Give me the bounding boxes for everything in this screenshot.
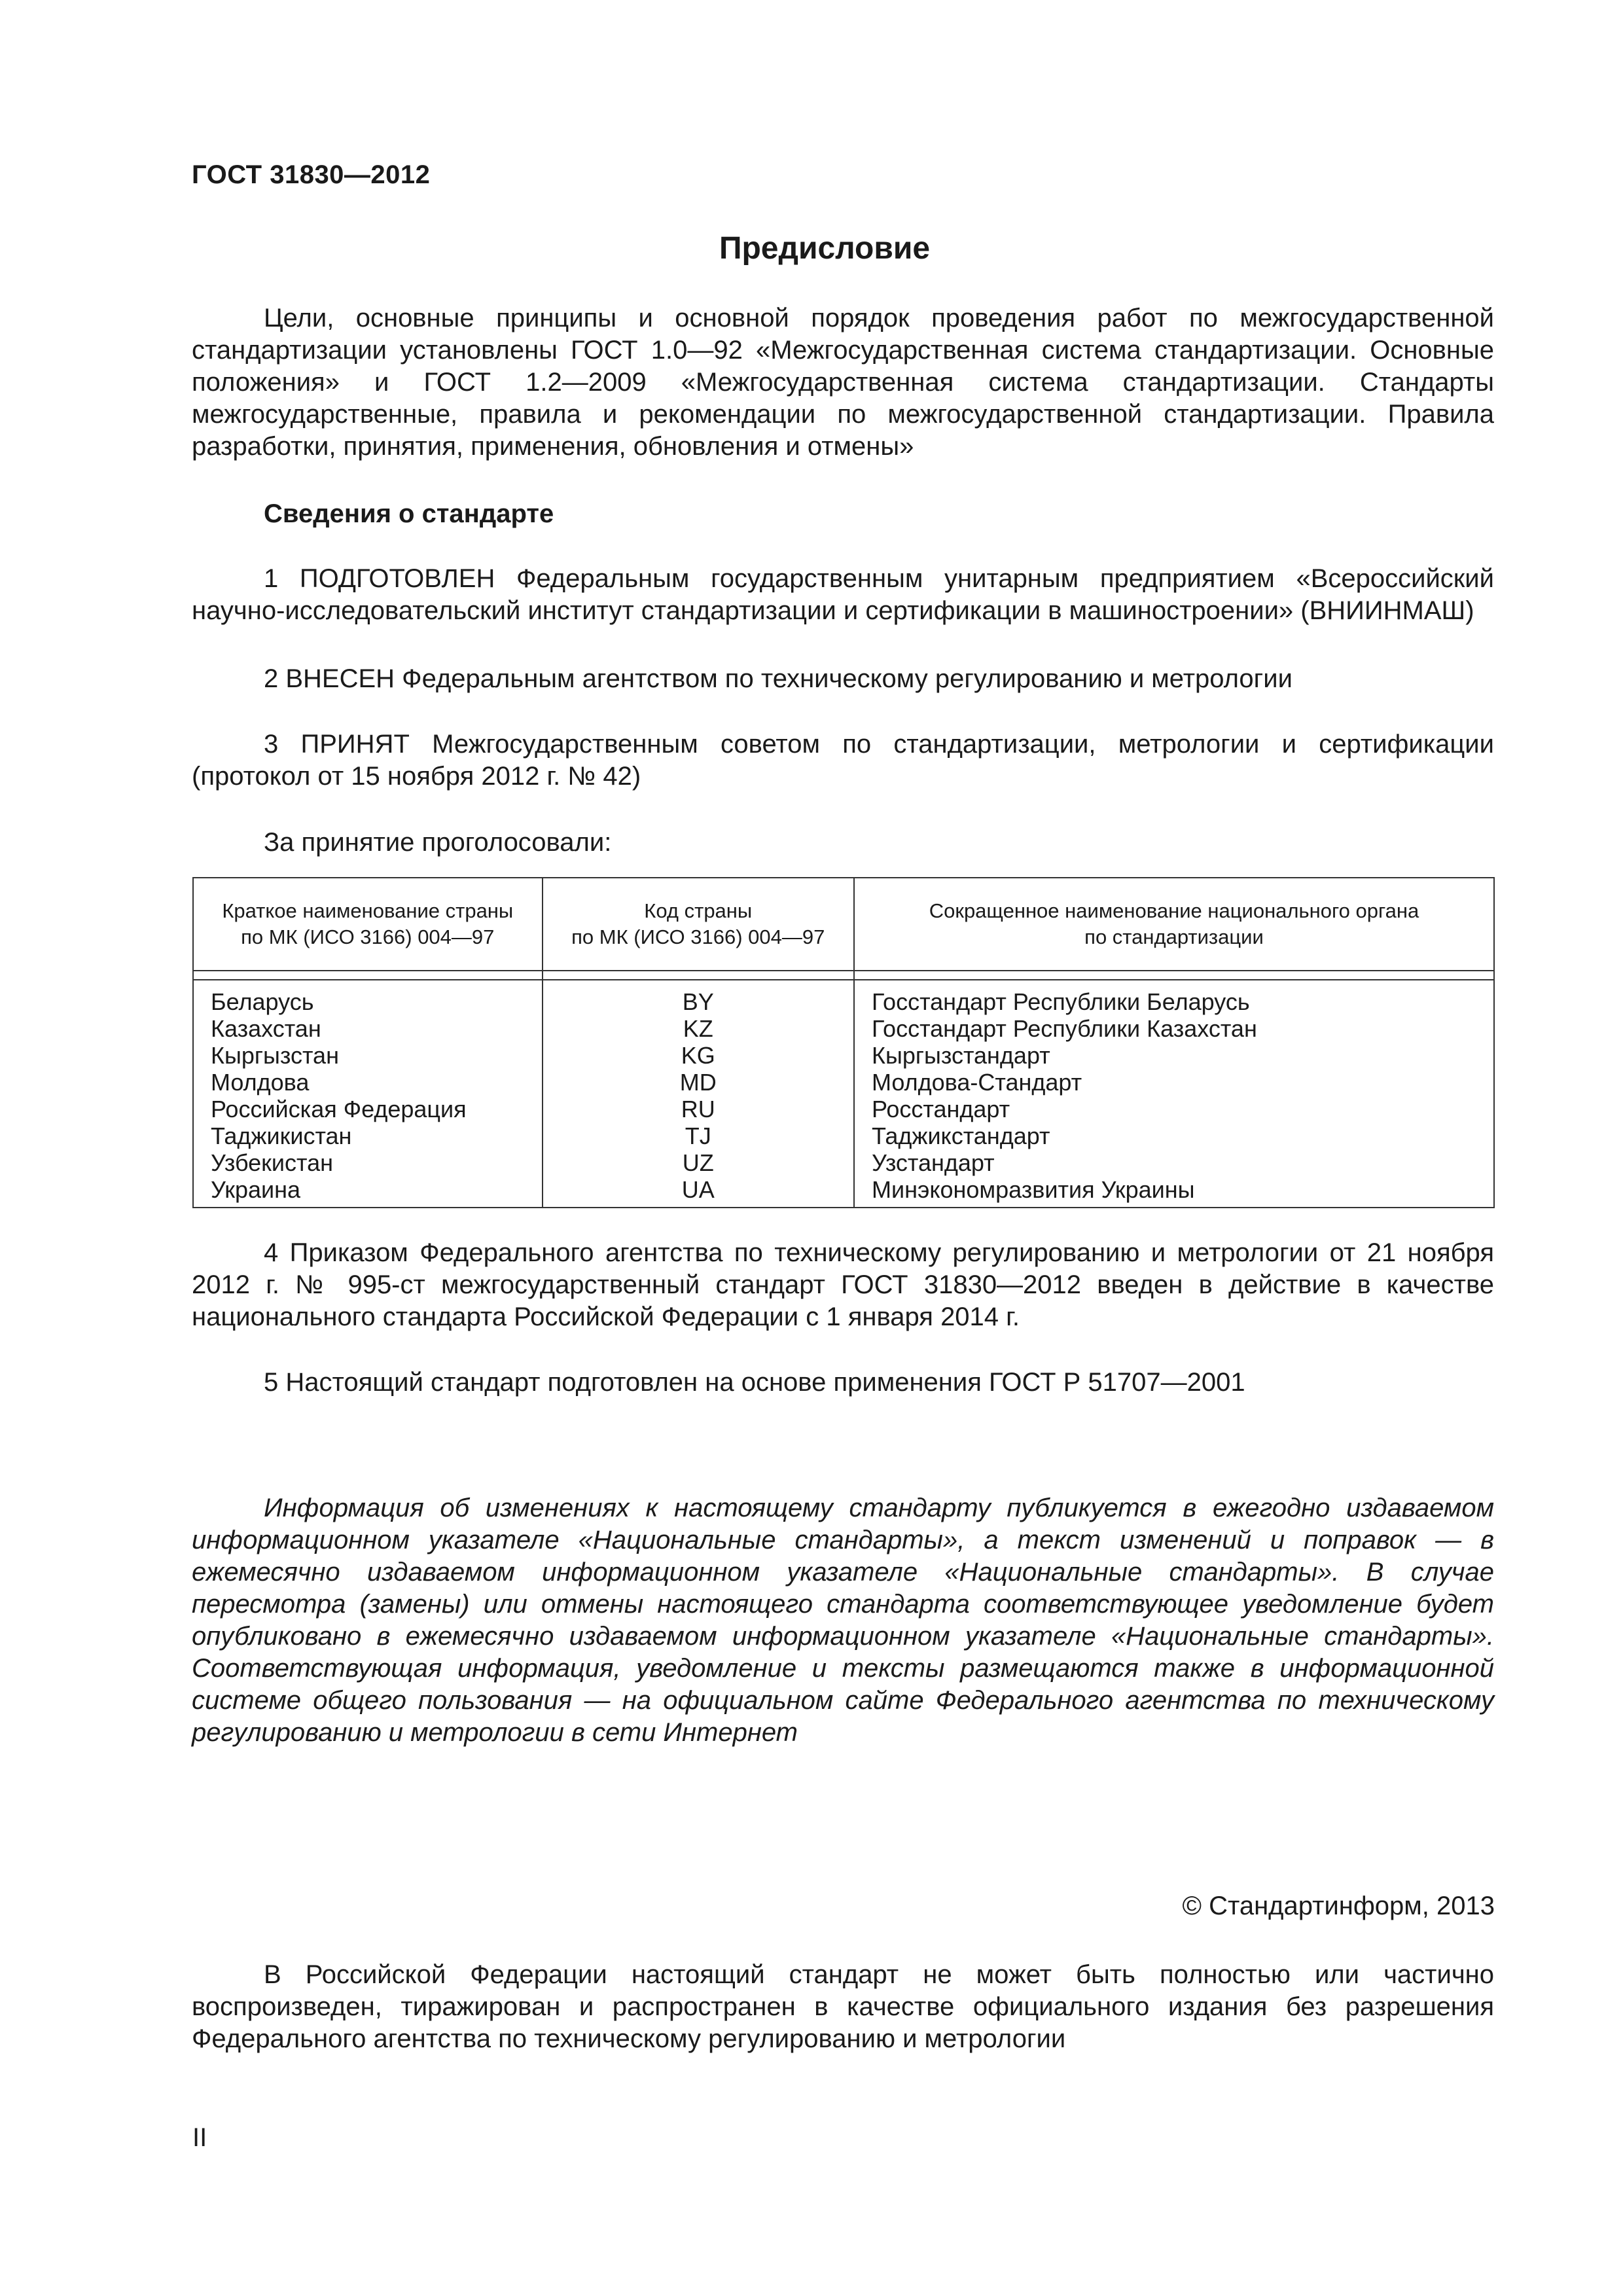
country-name: Украина	[211, 1176, 301, 1203]
country-name: Узбекистан	[211, 1149, 334, 1176]
standards-body: Росстандарт	[871, 1096, 1010, 1122]
country-code: BY	[682, 988, 714, 1015]
standards-body: Таджикстандарт	[871, 1122, 1050, 1149]
country-code: TJ	[685, 1122, 711, 1149]
standards-body: Молдова-Стандарт	[871, 1069, 1082, 1096]
country-code: UA	[681, 1176, 715, 1203]
item-2	[192, 663, 1494, 695]
item-2-text: 2 ВНЕСЕН Федеральным агентством по техническому регулированию и метрологии	[264, 664, 1293, 693]
item-5-text: 5 Настоящий стандарт подготовлен на основе применения ГОСТ Р 51707—2001	[264, 1368, 1245, 1397]
copyright: © Стандартинформ, 2013	[1182, 1892, 1495, 1920]
page-title: Предисловие	[719, 231, 931, 266]
country-name: Кыргызстан	[211, 1042, 339, 1069]
country-name: Молдова	[211, 1069, 310, 1096]
country-name: Казахстан	[211, 1015, 321, 1042]
item-3	[192, 728, 1494, 793]
country-code: MD	[679, 1069, 717, 1096]
standards-body: Минэкономразвития Украины	[871, 1176, 1195, 1203]
header-country: Краткое наименование страны по МК (ИСО 3166) 004—97	[193, 878, 543, 971]
item-4	[192, 1237, 1494, 1333]
rights-notice-text: В Российской Федерации настоящий стандарт не может быть полностью или частично воспроизведен, тиражирован и распространен в качестве официального издания без разрешения Федерального агентства по техническому регулированию и метрологии	[192, 1960, 1494, 2053]
item-1-text: 1 ПОДГОТОВЛЕН Федеральным государственным унитарным предприятием «Всероссийский научно-исследовательский институт стандартизации и сертификации в машиностроении» (ВНИИНМАШ)	[192, 564, 1494, 625]
item-4-text: 4 Приказом Федерального агентства по техническому регулированию и метрологии от 21 ноября 2012 г. № 995-ст межгосударственный стандарт ГОСТ 31830—2012 введен в действие в качестве национального стандарта Российской Федерации с 1 января 2014 г.	[192, 1238, 1494, 1331]
country-code: KG	[681, 1042, 715, 1069]
header-code: Код страны по МК (ИСО 3166) 004—97	[543, 878, 854, 971]
country-name: Беларусь	[211, 988, 314, 1015]
standards-body: Узстандарт	[871, 1149, 995, 1176]
table-body-row	[193, 980, 1494, 1208]
table-header-row	[193, 878, 1494, 971]
item-5	[192, 1367, 1494, 1399]
page-number: II	[192, 2123, 207, 2152]
section-heading: Сведения о стандарте	[264, 499, 554, 528]
rights-notice	[192, 1959, 1494, 2055]
document-id: ГОСТ 31830—2012	[192, 160, 431, 189]
code-column	[543, 980, 854, 1208]
country-code: KZ	[683, 1015, 713, 1042]
body-column	[854, 980, 1494, 1208]
intro-text: Цели, основные принципы и основной порядок проведения работ по межгосударственной стандартизации установлены ГОСТ 1.0—92 «Межгосударственная система стандартизации. Основные положения» и ГОСТ 1.2—2009 «Межгосударственная система стандартизации. Стандарты межгосударственные, правила и рекомендации по межгосударственной стандартизации. Правила разработки, принятия, применения, обновления и отмены»	[192, 304, 1494, 461]
header-body: Сокращенное наименование национального органа по стандартизации	[854, 878, 1494, 971]
country-column	[193, 980, 543, 1208]
intro-paragraph	[192, 302, 1494, 463]
standards-body: Кыргызстандарт	[871, 1042, 1050, 1069]
country-name: Таджикистан	[211, 1122, 352, 1149]
changes-notice-text: Информация об изменениях к настоящему стандарту публикуется в ежегодно издаваемом информационном указателе «Национальные стандарты», а текст изменений и поправок — в ежемесячно издаваемом информационном указателе «Национальные стандарты». В случае пересмотра (замены) или отмены настоящего стандарта соответствующее уведомление будет опубликовано в ежемесячно издаваемом информационном указателе «Национальные стандарты». Соответствующая информация, уведомление и тексты размещаются также в информационной системе общего пользования — на официальном сайте Федерального агентства по техническому регулированию и метрологии в сети Интернет	[192, 1494, 1494, 1747]
header-separator	[193, 971, 1494, 980]
standards-body: Госстандарт Республики Казахстан	[871, 1015, 1257, 1042]
country-code: RU	[681, 1096, 715, 1122]
vote-intro-text: За принятие проголосовали:	[264, 828, 612, 857]
standards-body: Госстандарт Республики Беларусь	[871, 988, 1250, 1015]
country-code: UZ	[682, 1149, 714, 1176]
changes-notice	[192, 1492, 1494, 1749]
item-3-text: 3 ПРИНЯТ Межгосударственным советом по стандартизации, метрологии и сертификации (протокол от 15 ноября 2012 г. № 42)	[192, 730, 1494, 791]
item-1	[192, 563, 1494, 627]
vote-intro	[192, 827, 1494, 859]
voting-table	[192, 877, 1495, 1208]
country-name: Российская Федерация	[211, 1096, 467, 1122]
